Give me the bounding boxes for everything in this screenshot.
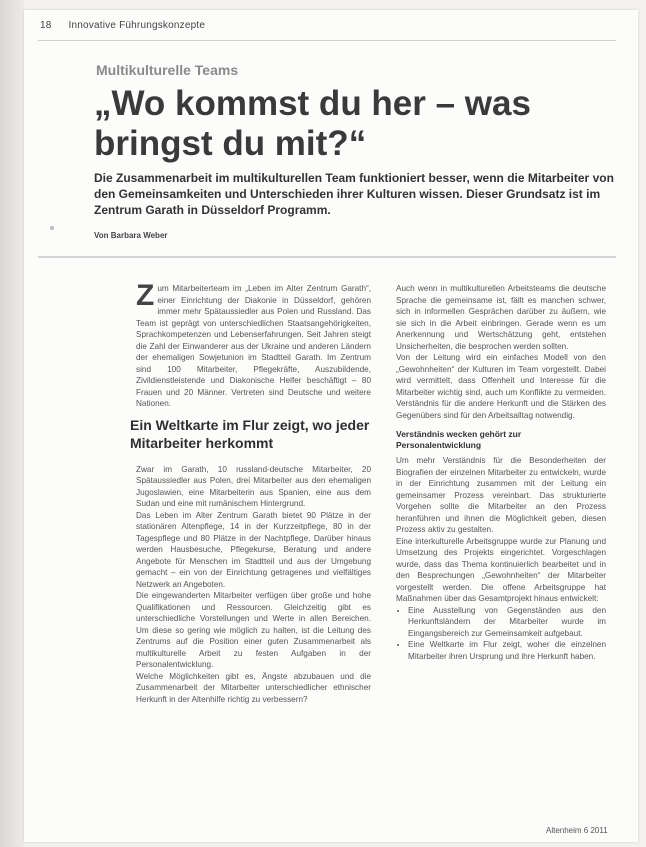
list-item: • Eine Weltkarte im Flur zeigt, woher die einzelnen Mitarbeiter ihren Ursprung und ihre Herkunft haben. — [408, 639, 606, 662]
right-text-column — [396, 283, 606, 662]
running-header — [40, 20, 205, 31]
page-footer: Altenheim 6 2011 — [546, 826, 608, 835]
paragraph: Eine interkulturelle Arbeitsgruppe wurde zur Planung und Umsetzung des Projekts eingerichtet. Vorgeschlagen wurde, dass das Thema kontinuierlich bearbeitet und in den Besprechungen „Gewohnheiten“ der Mitarbeiter vorgestellt werden. Die offene Arbeitsgruppe hat Maßnahmen über das Gesamtprojekt hinaus entwickelt: — [396, 536, 606, 603]
paragraph: Zwar im Garath, 10 russland-deutsche Mitarbeiter, 20 Spätaussiedler aus Polen, drei Mitarbeiter aus den ehemaligen Jugoslawien, eine Mitarbeiterin aus Spanien, eine aus dem Sudan und eine mit rumänischem Hintergrund. — [136, 464, 371, 508]
header-divider — [38, 40, 616, 41]
paragraph: Welche Möglichkeiten gibt es, Ängste abzubauen und die Zusammenarbeit der Mitarbeiter unterschiedlicher ethnischer Herkunft in der Altenhilfe richtig zu verbessern? — [136, 671, 371, 704]
right-subheading: Verständnis wecken gehört zur Personalentwicklung — [396, 429, 522, 450]
paragraph: Von der Leitung wird ein einfaches Modell von den „Gewohnheiten“ der Kulturen im Team vorgestellt. Dabei wird vermittelt, dass Offenheit und Interesse für die Mitarbeiter wichtig sind, auch um Konflikte zu vermeiden. Verständnis für die andere Herkunft und die Stärken des Gegenübers sind für den Arbeitsalltag notwendig. — [396, 353, 606, 420]
article-headline: „Wo kommst du her – was bringst du mit?“ — [94, 84, 531, 163]
paragraph: Um mehr Verständnis für die Besonderheiten der Biografien der einzelnen Mitarbeiter zu entwickeln, wurde in der Einrichtung zusammen mit der Leitung ein gemeinsamer Prozess vereinbart. Das strukturierte Vorgehen sollte die Mitarbeiter an den Prozess heranführen und ihnen die Möglichkeit geben, diesen Prozess aktiv zu gestalten. — [396, 456, 606, 534]
paragraph-text: um Mitarbeiterteam im „Leben im Alter Zentrum Garath“, einer Einrichtung der Diakonie in Düsseldorf, gehören immer mehr Spätaussiedler aus Polen und Russland. Das Team ist geprägt von unterschiedlichen Staatsangehörigkeiten, Sprachkompetenzen und Lebenserfahrungen. Seit Jahren steigt die Zahl der Einwanderer aus der Ukraine und anderen Ländern der ehemaligen Sowjetunion im Stadtteil Garath. Im Zentrum sind 100 Mitarbeiter, Pflegekräfte, Auszubildende, Zivildienstleistende und Diakonische Helfer beschäftigt – 80 Frauen und 20 Männer. Vertreten sind Deutsche und weitere Nationen. — [136, 284, 371, 408]
book-gutter — [0, 0, 24, 847]
article-intro: Die Zusammenarbeit im multikulturellen Team funktioniert besser, wenn die Mitarbeiter von den Gemeinsamkeiten und Unterschieden ihrer Kulturen wissen. Dieser Grundsatz ist im Zentrum Garath in Düsseldorf Programm. — [94, 171, 614, 217]
section-title: Innovative Führungskonzepte — [68, 20, 206, 31]
article-byline: Von Barbara Weber — [94, 231, 168, 240]
paragraph: Die eingewanderten Mitarbeiter verfügen über große und hohe Qualifikationen und Ressourcen. Gleichzeitig gibt es unterschiedliche Vorstellungen und Werte in allen Bereichen. Um diese so gering wie möglich zu halten, ist die Leitung des Zentrums auf die Position einer guten Zusammenarbeit als multikulturelle Arbeit zu festen Aufgaben in der Personalentwicklung. — [136, 591, 371, 669]
left-subheading: Ein Weltkarte im Flur zeigt, wo jeder Mitarbeiter herkommt — [130, 416, 370, 451]
bullet-list — [396, 605, 606, 663]
left-text-column — [130, 279, 371, 705]
margin-dot — [50, 226, 54, 230]
drop-cap: Z — [136, 279, 155, 312]
section-divider — [38, 256, 616, 258]
paragraph: Das Leben im Alter Zentrum Garath bietet 90 Plätze in der stationären Altenpflege, 14 in der Kurzzeitpflege, 80 in der Tagespflege und 80 Plätze in der Nachtpflege. Darüber hinaus werden Hausbesuche, Pflegekurse, Beratung und andere Angebote für Menschen im Stadtteil und aus der Umgebung gemacht – ein von der Einrichtung getragenes und vielfältiges Netzwerk an Angeboten. — [136, 510, 371, 589]
list-item: • Eine Ausstellung von Gegenständen aus den Herkunftsländern der Mitarbeiter wurde im Eingangsbereich zur Gemeinsamkeit aufgebaut. — [408, 605, 606, 640]
paragraph: Auch wenn in multikulturellen Arbeitsteams die deutsche Sprache die gemeinsame ist, fällt es manchen schwer, sich in informellen Gesprächen darüber zu äußern, wie sie sich in die Arbeit einbringen. Gerade wenn es um Anerkennung und Wertschätzung geht, entstehen Unsicherheiten, die besprochen werden sollten. — [396, 284, 606, 351]
paragraph — [136, 279, 371, 410]
page-number: 18 — [40, 20, 52, 31]
article-kicker: Multikulturelle Teams — [96, 62, 239, 78]
